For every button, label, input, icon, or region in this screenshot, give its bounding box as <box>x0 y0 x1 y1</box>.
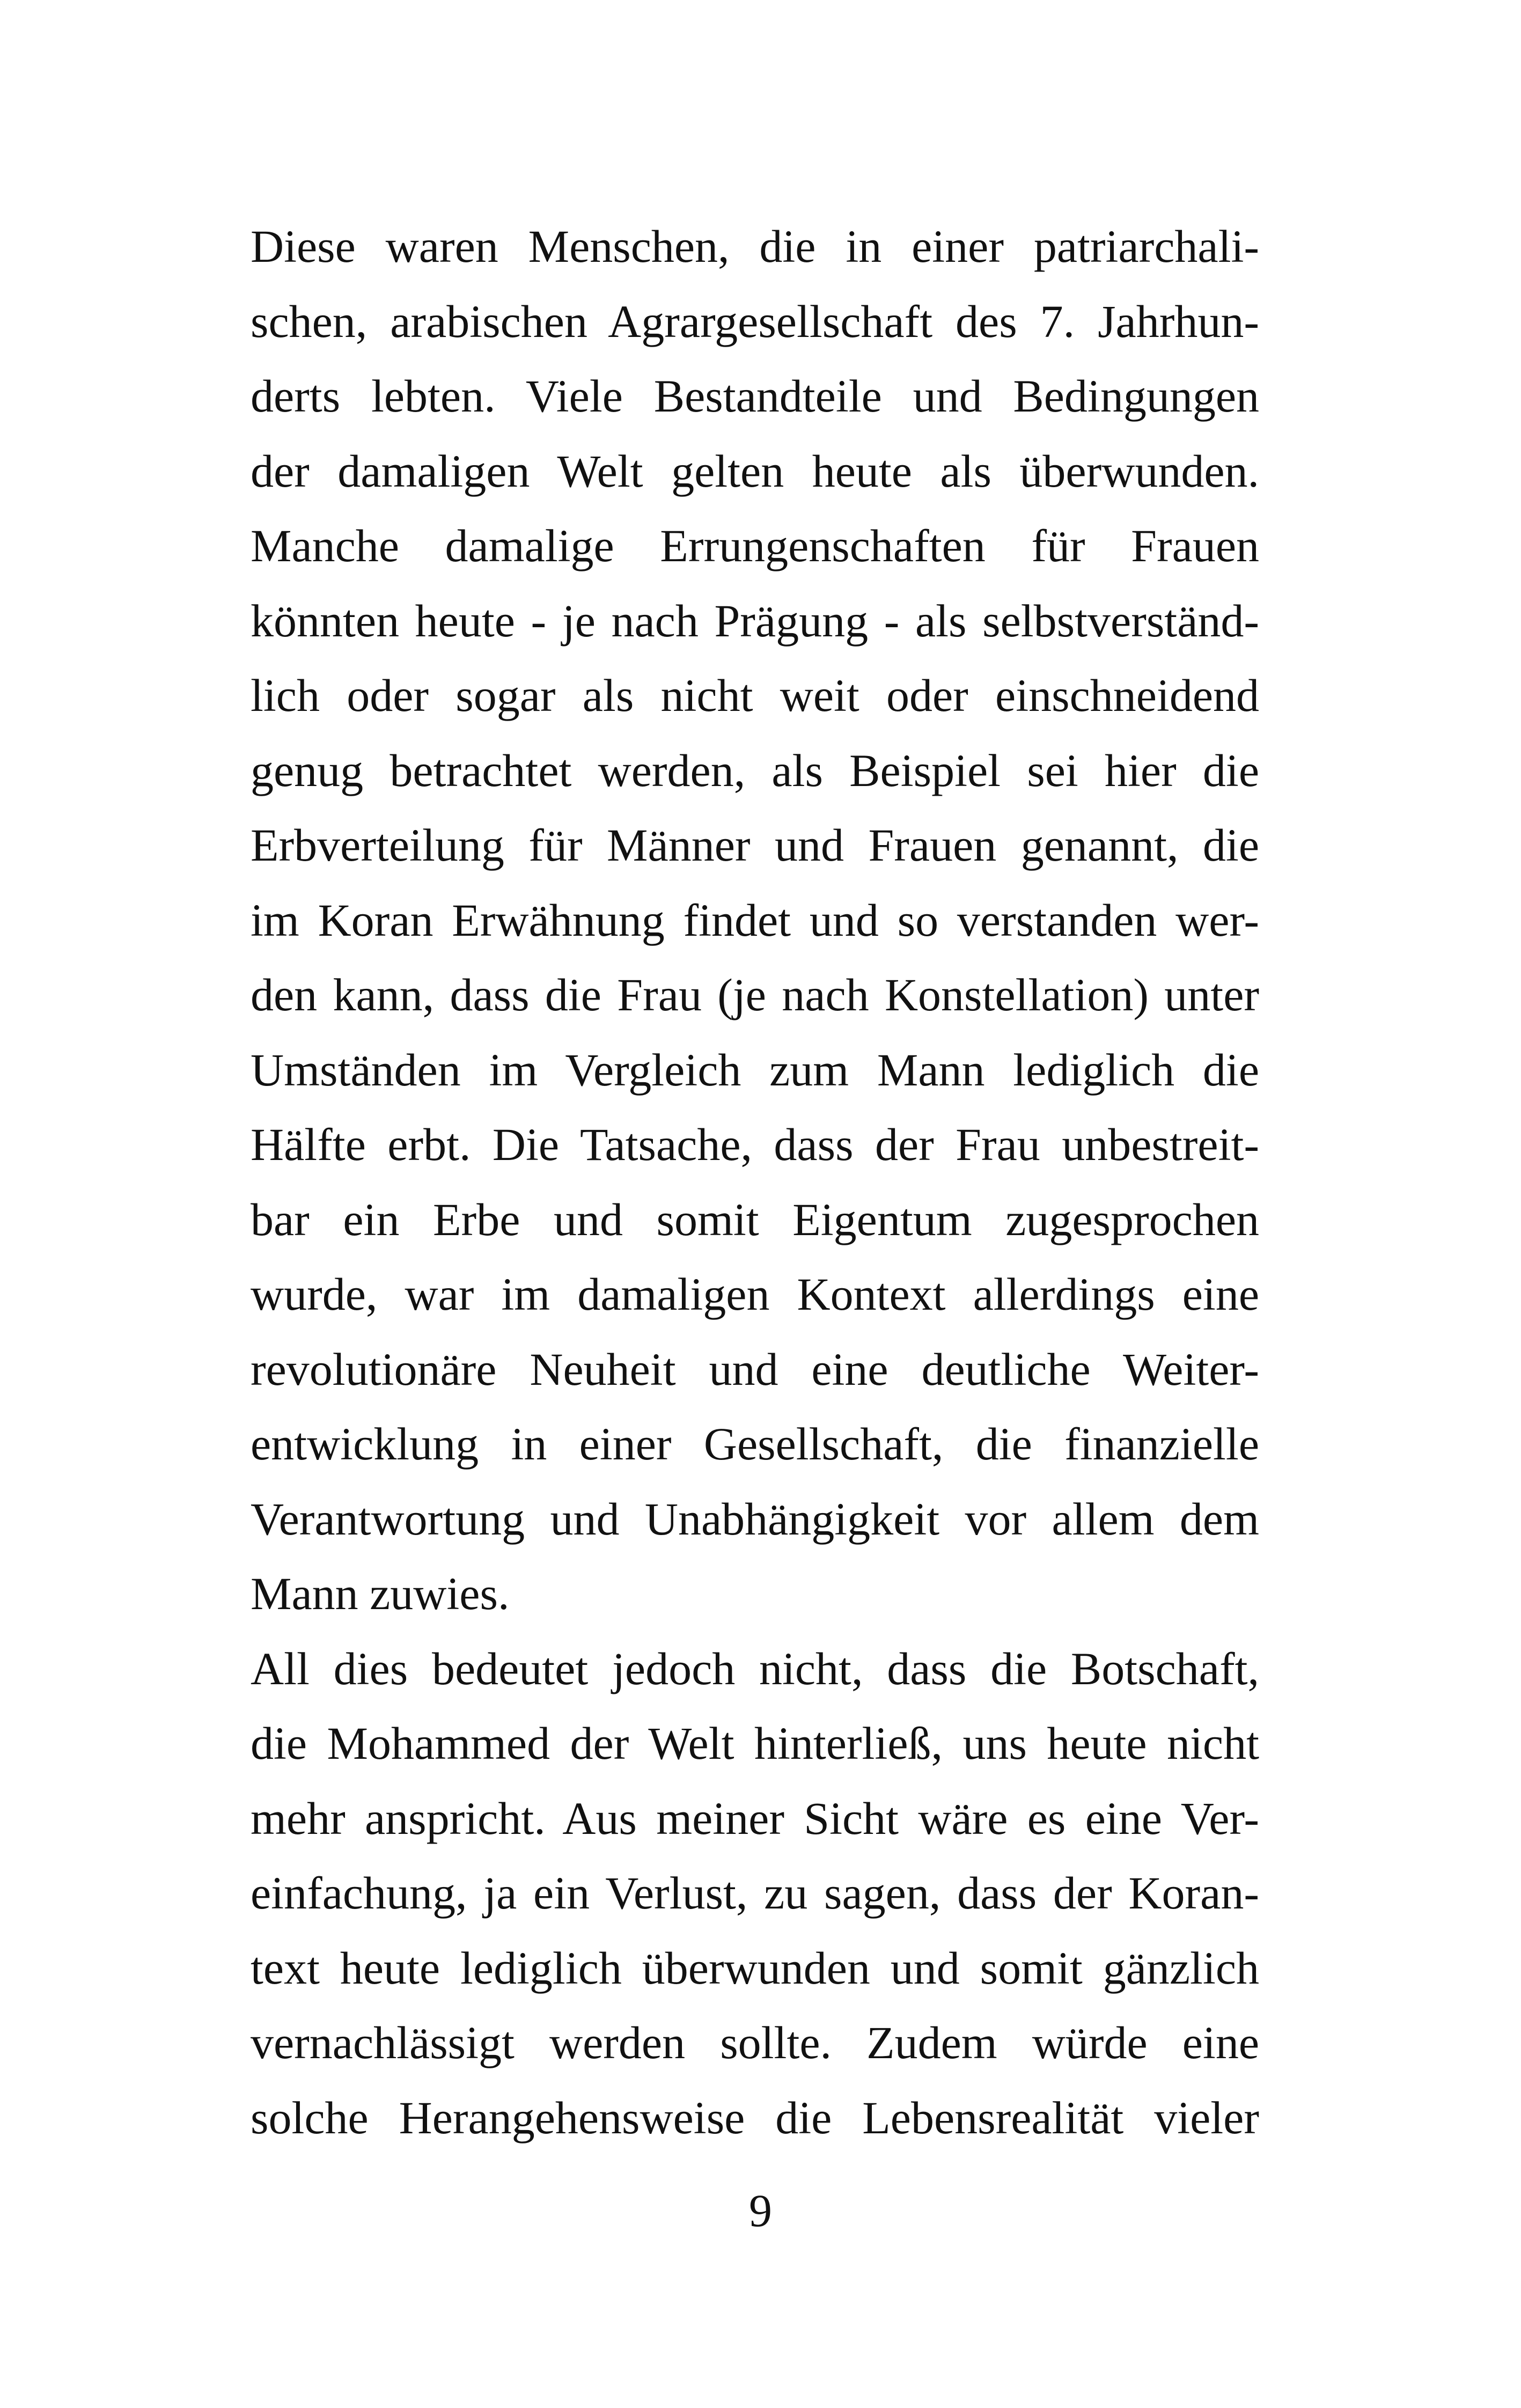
text-line: genug betrachtet werden, als Beispiel sei hier die <box>251 744 1259 796</box>
text-line: einfachung, ja ein Verlust, zu sagen, dass der Koran- <box>251 1867 1259 1919</box>
text-line: schen, arabischen Agrargesellschaft des 7. Jahrhun- <box>251 295 1259 347</box>
text-line: im Koran Erwähnung findet und so verstanden wer- <box>251 894 1259 946</box>
text-line: wurde, war im damaligen Kontext allerdings eine <box>251 1268 1259 1320</box>
text-line: Verantwortung und Unabhängigkeit vor allem dem <box>251 1493 1259 1545</box>
text-line: der damaligen Welt gelten heute als überwunden. <box>251 445 1259 497</box>
page-number: 9 <box>749 2185 772 2236</box>
text-line: Manche damalige Errungenschaften für Frauen <box>251 520 1259 571</box>
text-line: Diese waren Menschen, die in einer patriarchali- <box>251 221 1259 272</box>
text-line: solche Herangehensweise die Lebensrealität vieler <box>251 2091 1259 2143</box>
text-line: den kann, dass die Frau (je nach Konstellation) unter <box>251 969 1259 1021</box>
text-line: vernachlässigt werden sollte. Zudem würde eine <box>251 2017 1259 2068</box>
text-line: Erbverteilung für Männer und Frauen genannt, die <box>251 819 1259 871</box>
body-text <box>251 209 1259 2155</box>
text-line: revolutionäre Neuheit und eine deutliche Weiter- <box>251 1343 1259 1395</box>
text-line: text heute lediglich überwunden und somit gänzlich <box>251 1942 1259 1994</box>
text-line: Umständen im Vergleich zum Mann lediglich die <box>251 1044 1259 1096</box>
text-line: All dies bedeutet jedoch nicht, dass die Botschaft, <box>251 1642 1259 1694</box>
text-line: könnten heute - je nach Prägung - als selbstverständ- <box>251 594 1259 647</box>
text-line: derts lebten. Viele Bestandteile und Bedingungen <box>251 370 1259 422</box>
text-line: bar ein Erbe und somit Eigentum zugesprochen <box>251 1193 1259 1245</box>
text-line: entwicklung in einer Gesellschaft, die finanzielle <box>251 1418 1259 1470</box>
text-line: Hälfte erbt. Die Tatsache, dass der Frau unbestreit- <box>251 1119 1259 1170</box>
text-line: lich oder sogar als nicht weit oder einschneidend <box>251 670 1259 721</box>
paragraph-end-line: Mann zuwies. <box>251 1568 510 1619</box>
text-line: die Mohammed der Welt hinterließ, uns heute nicht <box>251 1717 1259 1769</box>
text-line: mehr anspricht. Aus meiner Sicht wäre es eine Ver- <box>251 1792 1259 1844</box>
